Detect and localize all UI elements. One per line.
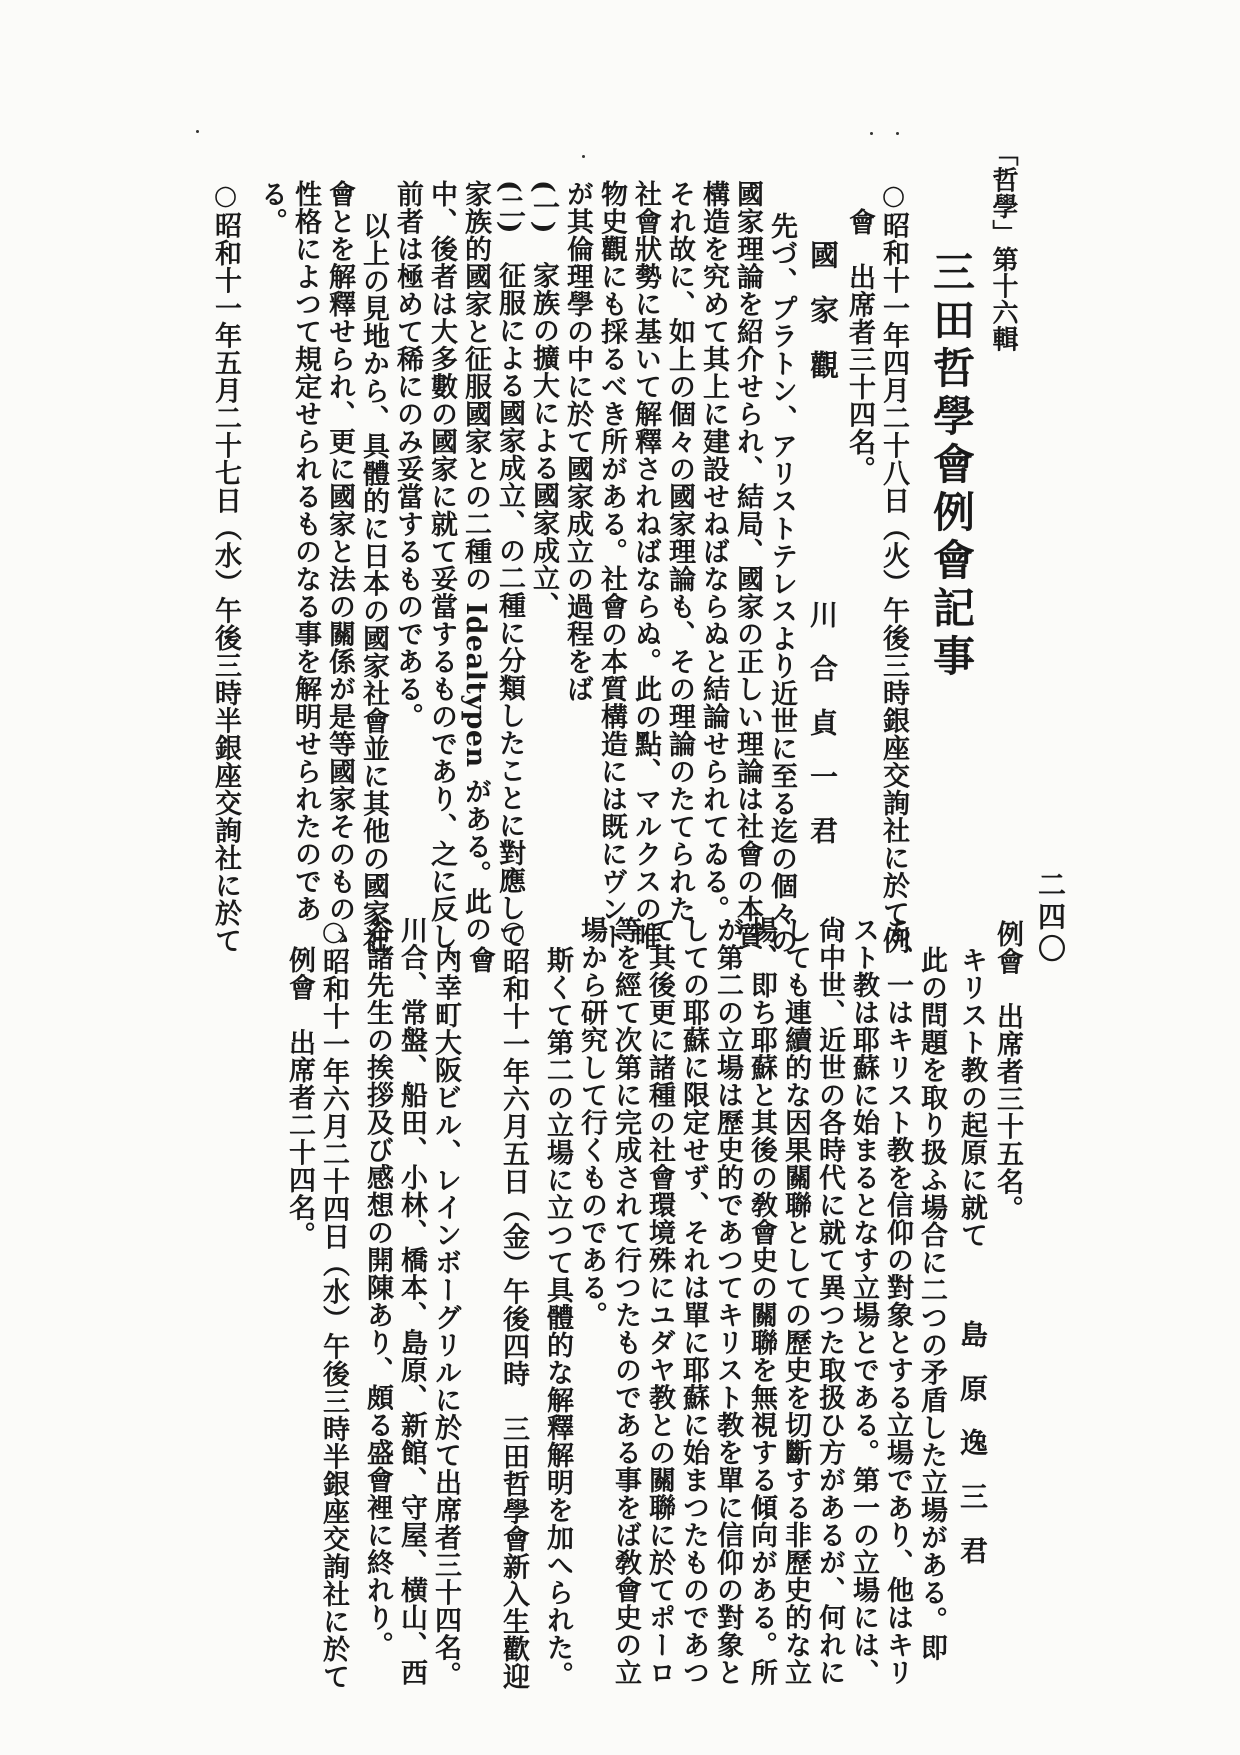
meeting1-body-line: 社會狀勢に基いて解釋されねばならぬ。此の點、マルクスの唯	[630, 180, 661, 950]
scan-speckle	[870, 132, 873, 135]
scan-speckle	[582, 155, 585, 158]
meeting1-heading: 國家觀	[806, 240, 840, 405]
meeting1-body-line: 性格によつて規定せられるものなる事を解明せられたのであ	[290, 180, 321, 923]
page-number: 二四〇	[1034, 870, 1067, 966]
meeting2-body-line: 尙中世、近世の各時代に就て異つた取扱ひ方があるが、何れに	[814, 916, 845, 1686]
meeting1-body-line: 構造を究めて其上に建設せねばならぬと結論せられてゐる。	[698, 180, 729, 923]
meeting2-body-line: 場から研究して行くものである。	[576, 916, 607, 1329]
meeting1-body-line: (二) 征服による國家成立、の二種に分類したことに對應して	[494, 180, 525, 950]
meeting2-date-line: ○昭和十一年五月二十七日（水）午後三時半銀座交詢社に於て	[210, 180, 241, 954]
meeting1-speaker: 川合貞一君	[806, 600, 839, 870]
meeting1-body-line: 前者は極めて稀にのみ妥當するものである。	[392, 180, 423, 730]
meeting1-body-line: 中、後者は大多數の國家に就て妥當するものであり、之に反し、	[426, 180, 457, 978]
meeting1-body-line: 會とを解釋せられ、更に國家と法の關係が是等國家そのものゝ	[324, 180, 355, 950]
meeting2-body-line: しての耶蘇に限定せず、それは單に耶蘇に始まつたものであつ	[678, 916, 709, 1686]
meeting2-body-line: スト教は耶蘇に始まるとなす立場とである。第一の立場には、	[848, 916, 879, 1686]
meeting1-body-line: 先づ、プラトン、アリストテレスより近世に至る迄の個々の	[766, 212, 797, 955]
meeting1-body-line: 國家理論を紹介せられ、結局、國家の正しい理論は社會の本質	[732, 180, 763, 950]
scan-speckle	[896, 132, 899, 135]
meeting2-heading: キリスト教の起原に就て	[956, 946, 987, 1249]
meeting4-date-line: ○昭和十一年六月二十四日（水）午後三時半銀座交詢社に於て	[318, 916, 349, 1690]
meeting2-body-line: 斯くて第二の立場に立つて具體的な解釋解明を加へられた。	[542, 946, 573, 1689]
meeting2-speaker: 島原逸三君	[956, 1320, 989, 1590]
meeting3-date-line-1: ○昭和十一年六月五日（金）午後四時 三田哲學會新入生歡迎	[498, 916, 529, 1690]
meeting2-attendance: 例會 出席者三十五名。	[992, 920, 1023, 1223]
meeting1-body-line: (一) 家族の擴大による國家成立、	[528, 180, 559, 620]
meeting2-body-line: ち、一はキリスト教を信仰の對象とする立場であり、他はキリ	[882, 916, 913, 1686]
meeting2-body-line: 場、即ち耶蘇と其後の敎會史の關聯を無視する傾向がある。所	[746, 916, 777, 1686]
meeting3-body-line: 谷諸先生の挨拶及び感想の開陳あり、頗る盛會裡に終れり。	[362, 916, 393, 1659]
meeting2-body-line: 等を經て次第に完成されて行つたものである事をば敎會史の立	[610, 916, 641, 1686]
meeting2-body-line: 此の問題を取り扱ふ場合に二つの矛盾した立場がある。即	[916, 946, 947, 1661]
article-title: 三田哲學會例會記事	[927, 250, 976, 682]
meeting1-date-line-1: ○昭和十一年四月二十八日（火）午後三時銀座交詢社に於て例	[878, 180, 909, 954]
meeting1-body-line: それ故に、如上の個々の國家理論も、その理論のたてられた	[664, 180, 695, 923]
meeting3-body-line: 川合、常盤、船田、小林、橋本、島原、新館、守屋、横山、西	[396, 916, 427, 1686]
meeting1-body-line: 以上の見地から、具體的に日本の國家社會並に其他の國家社	[358, 212, 389, 955]
meeting1-date-line-2: 會 出席者三十四名。	[844, 208, 875, 483]
meeting1-body-line: 物史觀にも採るべき所がある。社會の本質構造には既にヴント	[596, 180, 627, 950]
meeting3-body-line: 内幸町大阪ビル、レインボーグリルに於て出席者三十四名。	[430, 946, 461, 1689]
meeting1-body-line: が其倫理學の中に於て國家成立の過程をば	[562, 180, 593, 703]
meeting2-body-line: が第二の立場は歷史的であつてキリスト教を單に信仰の對象と	[712, 916, 743, 1686]
scan-speckle	[196, 130, 199, 133]
meeting2-body-line: て其後更に諸種の社會環境殊にユダヤ教との關聯に於てポーロ	[644, 916, 675, 1686]
meeting3-date-line-2: 會	[464, 946, 495, 974]
meeting1-body-line: 家族的國家と征服國家との二種の Idealtypen がある。此の	[460, 180, 491, 943]
meeting4-attendance: 例會 出席者二十四名。	[284, 946, 315, 1249]
meeting1-body-line: る。	[256, 180, 287, 235]
meeting2-body-line: しても連續的な因果關聯としての歷史を切斷する非歷史的な立	[780, 916, 811, 1686]
journal-header: 「哲學」第十六輯	[988, 140, 1018, 352]
